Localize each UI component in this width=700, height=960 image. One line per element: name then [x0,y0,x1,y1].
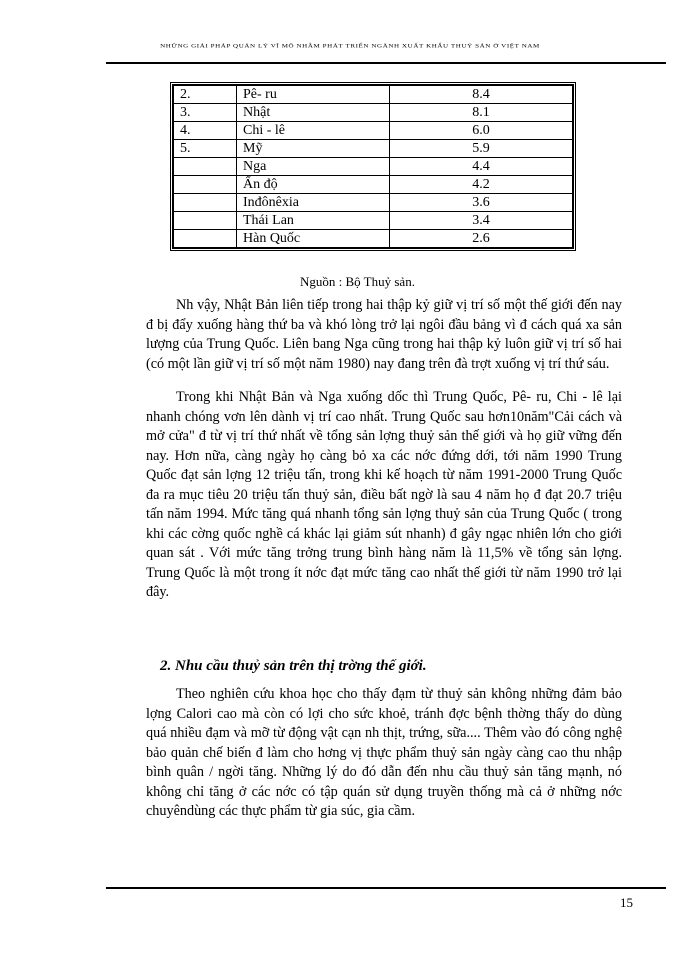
rank-cell [174,176,237,194]
header-divider [106,62,666,64]
rank-cell: 2. [174,86,237,104]
value-cell: 8.4 [390,86,573,104]
country-cell: Hàn Quốc [237,230,390,248]
value-cell: 4.4 [390,158,573,176]
paragraph-text: Nh vậy, Nhật Bản liên tiếp trong hai thập kỷ giữ vị trí số một thế giới đến nay đ bị đẩy xuống hàng thứ ba và khó lòng trở lại ngôi đầu bảng vì đ cách quá xa sản lượng của Trung Quốc. Liên bang Nga cũng trong hai thập kỷ luôn giữ vị trí số hai (có một lần giữ vị trí số một năm 1980) nay đang trên đà trợt xuống vị trí thứ sáu. [146,297,622,372]
value-cell: 3.6 [390,194,573,212]
table-row [174,86,573,104]
table-row [174,158,573,176]
table-row [174,194,573,212]
rank-cell [174,194,237,212]
table-row [174,104,573,122]
country-cell: Nga [237,158,390,176]
page-number: 15 [620,895,633,910]
paragraph-demand [146,685,622,822]
country-cell: Pê- ru [237,86,390,104]
rank-cell: 5. [174,140,237,158]
footer-divider [106,887,666,889]
paragraph-text: Theo nghiên cứu khoa học cho thấy đạm từ thuỷ sản không những đảm bảo lợng Calori cao mà còn có lợi cho sức khoẻ, tránh đợc bệnh thờng thấy do dùng quá nhiều đạm và mỡ từ động vật cạn nh thịt, trứng, sữa.... Thêm vào đó công nghệ bảo quản chế biến đ làm cho hơng vị thực phẩm thuỷ sản ngày càng cao thu nhập bình quân / ngời tăng. Những lý do đó dẫn đến nhu cầu thuỷ sản tăng mạnh, nó không chỉ tăng ở các nớc có tập quán sử dụng truyền thống mà cả ở những nớc chuyêndùng các thực phẩm từ gia súc, gia cầm. [146,686,622,819]
country-cell: Chi - lê [237,122,390,140]
section-heading: 2. Nhu cầu thuỷ sản trên thị trờng thế giới. [160,658,427,674]
running-header: NHỮNG GIẢI PHÁP QUẢN LÝ VĨ MÔ NHẰM PHÁT TRIỂN NGÀNH XUẤT KHẨU THUỶ SẢN Ở VIỆT NAM [160,42,540,50]
value-cell: 3.4 [390,212,573,230]
table-row [174,212,573,230]
table-row [174,230,573,248]
table-row [174,176,573,194]
value-cell: 4.2 [390,176,573,194]
table-body [174,86,573,248]
paragraph-china-growth [146,388,622,603]
value-cell: 8.1 [390,104,573,122]
country-cell: Inđônêxia [237,194,390,212]
rank-cell: 3. [174,104,237,122]
rank-cell [174,158,237,176]
value-cell: 2.6 [390,230,573,248]
country-cell: Thái Lan [237,212,390,230]
table-row [174,122,573,140]
country-cell: Nhật [237,104,390,122]
rank-cell: 4. [174,122,237,140]
value-cell: 5.9 [390,140,573,158]
table-row [174,140,573,158]
country-cell: Mỹ [237,140,390,158]
value-cell: 6.0 [390,122,573,140]
production-table [170,82,576,251]
paragraph-japan-russia [146,296,622,374]
paragraph-text: Trong khi Nhật Bản và Nga xuống dốc thì Trung Quốc, Pê- ru, Chi - lê lại nhanh chóng vơn lên dành vị trí cao nhất. Trung Quốc sau hơn10năm"Cải cách và mở cửa" đ từ vị trí thứ nhất về tổng sản lợng thuỷ sản thế giới và họ giữ vững đến nay. Hơn nữa, càng ngày họ càng bỏ xa các nớc đứng dới, tới năm 1990 Trung Quốc đạt sản lợng 12 triệu tấn, trong khi kế hoạch từ năm 1991-2000 Trung Quốc đa ra mục tiêu 20 triệu tấn thuỷ sản, điều bất ngờ là sau 4 năm họ đ đạt 20.7 triệu tấn năm 1994. Mức tăng quá nhanh tổng sản lợng thuỷ sản của Trung Quốc ( trong khi các cờng quốc nghề cá khác lại giảm sút nhanh) đ gây ngạc nhiên lớn cho giới quan sát . Với mức tăng trởng trung bình hàng năm là 11,5% về tổng sản lợng. Trung Quốc là một trong ít nớc đạt mức tăng cao nhất thế giới từ năm 1990 trở lại đây. [146,389,622,600]
country-cell: Ấn độ [237,176,390,194]
table-source: Nguồn : Bộ Thuỷ sản. [300,274,415,289]
rank-cell [174,230,237,248]
rank-cell [174,212,237,230]
